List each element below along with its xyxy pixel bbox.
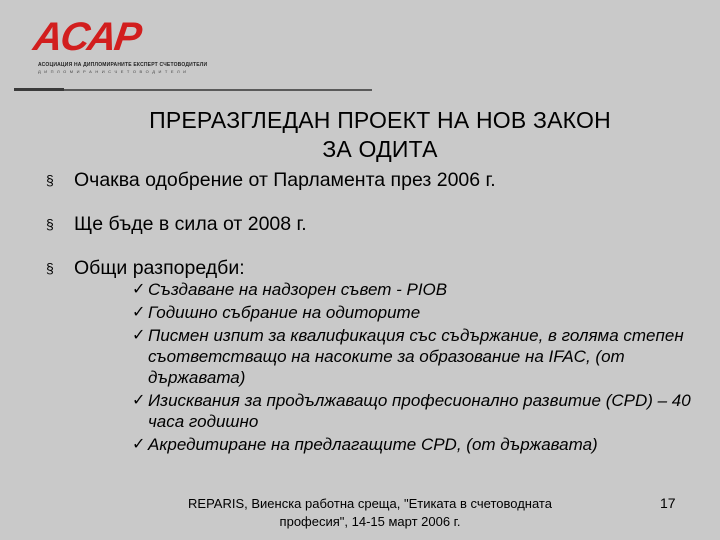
acap-logo [30, 15, 208, 76]
bullet-square-icon: § [46, 216, 54, 232]
sub-bullet-text: Акредитиране на предлагащите CPD, (от държавата) [148, 435, 598, 454]
bullet-item [40, 168, 700, 192]
checkmark-icon: ✓ [132, 392, 146, 409]
header-rule-dark [14, 88, 64, 91]
bullet-text: Ще бъде в сила от 2008 г. [74, 213, 307, 235]
logo-subtagline: Д И П Л О М И Р А Н И С Ч Е Т О В О Д И Т Е Л И [38, 69, 188, 74]
bullet-square-icon: § [46, 260, 54, 276]
footer-line-2: професия", 14-15 март 2006 г. [279, 514, 461, 529]
bullet-text: Общи разпоредби: [74, 257, 245, 279]
sub-bullet-text: Изисквания за продължаващо професионално развитие (CPD) – 40 часа годишно [148, 391, 691, 431]
sub-bullet-item [134, 325, 694, 388]
sub-bullet-item [134, 302, 694, 323]
header-rule [64, 89, 372, 91]
footer-line-1: REPARIS, Виенска работна среща, "Етиката в счетоводната [188, 496, 552, 511]
slide-footer [150, 495, 590, 531]
checkmark-icon: ✓ [132, 304, 146, 321]
sub-bullet-text: Създаване на надзорен съвет - PIOB [148, 280, 448, 299]
checkmark-icon: ✓ [132, 436, 146, 453]
title-line-2: ЗА ОДИТА [322, 136, 438, 162]
checkmark-icon: ✓ [132, 281, 146, 298]
sub-bullet-text: Писмен изпит за квалификация със съдържание, в голяма степен съответстващо на насоките за образование на IFAC, (от държавата) [148, 326, 684, 387]
sub-bullet-text: Годишно събрание на одиторите [148, 303, 421, 322]
sub-bullet-list [134, 279, 694, 457]
sub-bullet-item [134, 279, 694, 300]
page-number: 17 [660, 495, 676, 511]
bullet-square-icon: § [46, 172, 54, 188]
sub-bullet-item [134, 434, 694, 455]
slide-title [40, 106, 720, 164]
title-line-1: ПРЕРАЗГЛЕДАН ПРОЕКТ НА НОВ ЗАКОН [149, 107, 611, 133]
bullet-text: Очаква одобрение от Парламента през 2006 г. [74, 169, 496, 191]
bullet-item [40, 256, 700, 280]
checkmark-icon: ✓ [132, 327, 146, 344]
bullet-item [40, 212, 700, 236]
logo-tagline: АСОЦИАЦИЯ НА ДИПЛОМИРАНИТЕ ЕКСПЕРТ СЧЕТОВОДИТЕЛИ [38, 62, 208, 68]
sub-bullet-item [134, 390, 694, 432]
logo-mark: ACAP [30, 15, 143, 59]
